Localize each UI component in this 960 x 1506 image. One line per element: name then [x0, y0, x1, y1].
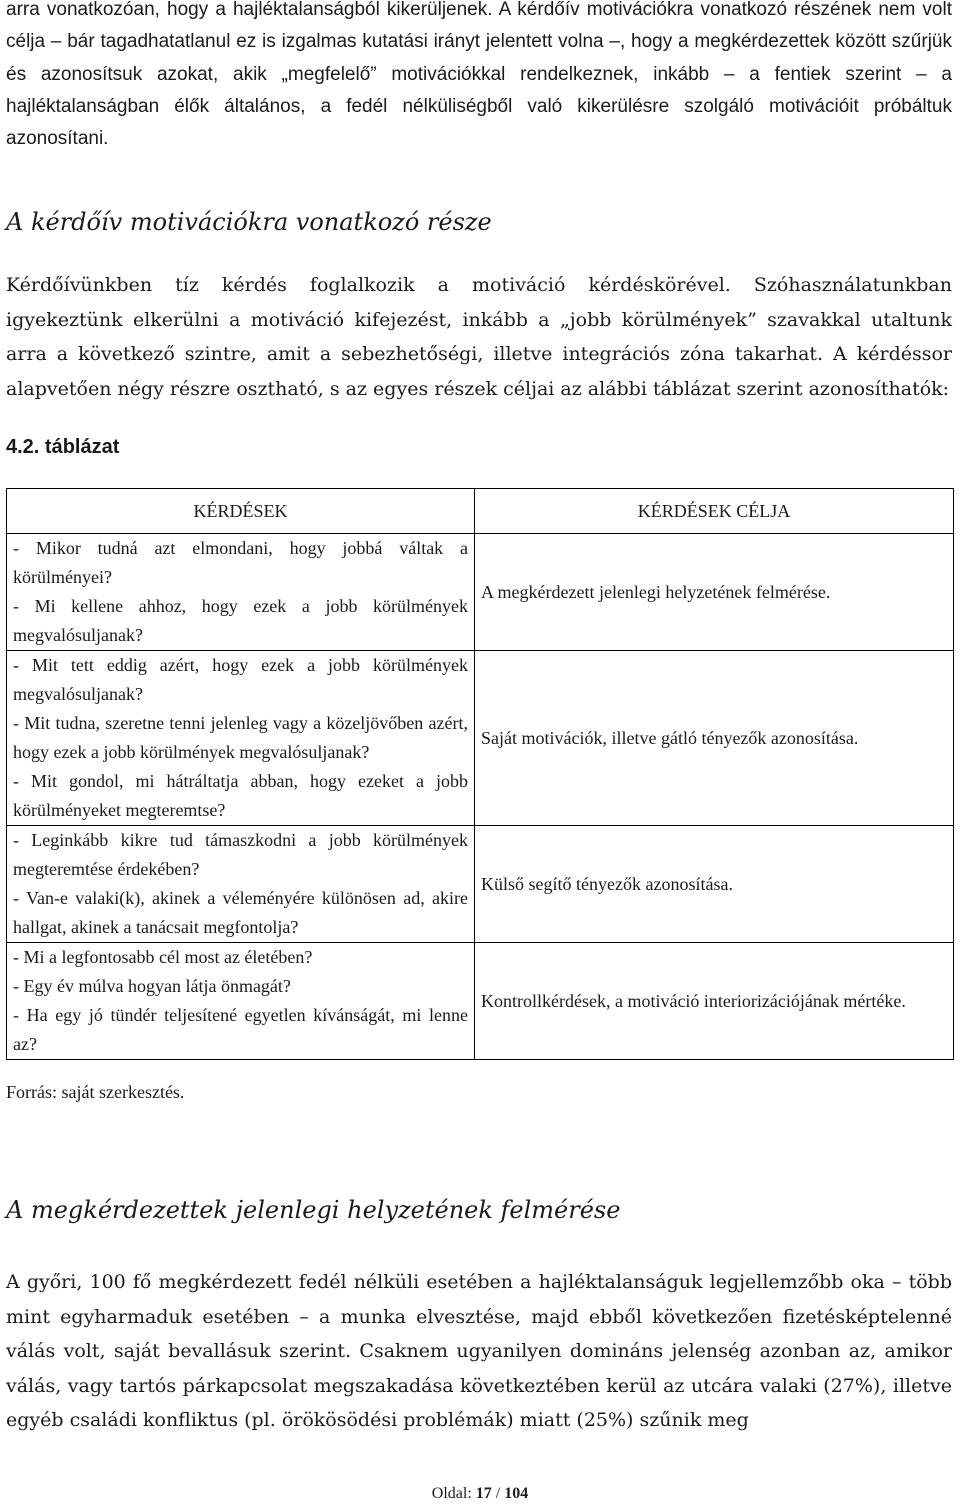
question-item: - Mikor tudná azt elmondani, hogy jobbá váltak a körülményei? [13, 538, 468, 587]
purpose-cell: A megkérdezett jelenlegi helyzetének felmérése. [475, 534, 954, 651]
questions-cell [7, 943, 475, 1060]
questions-cell [7, 534, 475, 651]
intro-paragraph: arra vonatkozóan, hogy a hajléktalanságból kikerüljenek. A kérdőív motivációkra vonatkozó részének nem volt célja – bár tagadhatatlanul ez is izgalmas kutatási irányt jelentett volna –, hogy a megkérdezettek között szűrjük és azonosítsuk azokat, akik „megfelelő” motivációkkal rendelkeznek, inkább – a fentiek szerint – a hajléktalanságban élők általános, a fedél nélküliségből való kikerülésre szolgáló motivációit próbáltuk azonosítani. [6, 0, 952, 150]
table-caption: 4.2. táblázat [6, 436, 120, 458]
page-current: 17 [475, 1485, 492, 1502]
table-header-questions: KÉRDÉSEK [7, 489, 475, 534]
page-label: Oldal: [431, 1485, 472, 1502]
table-source-note: Forrás: saját szerkesztés. [6, 1082, 185, 1102]
question-item: - Mit tudna, szeretne tenni jelenleg vagy a közeljövőben azért, hogy ezek a jobb körülmények megvalósuljanak? [13, 713, 468, 762]
table-row [7, 943, 954, 1060]
section-heading-current-situation: A megkérdezettek jelenlegi helyzetének felmérése [6, 1196, 621, 1224]
section-paragraph-current-situation: A győri, 100 fő megkérdezett fedél nélküli esetében a hajléktalanságuk legjellemzőbb oka – több mint egyharmaduk esetében – a munka elvesztése, majd ebből következően fizetésképtelenné válás volt, saját bevallásuk szerint. Csaknem ugyanilyen domináns jelenség azonban az, amikor válás, vagy tartós párkapcsolat megszakadása következtében kerül az utcára valaki (27%), illetve egyéb családi konfliktus (pl. örökösödési problémák) miatt (25%) szűnik meg [6, 1271, 952, 1432]
questions-cell [7, 826, 475, 943]
purpose-cell: Saját motivációk, illetve gátló tényezők azonosítása. [475, 651, 954, 826]
table-row [7, 826, 954, 943]
question-item: - Ha egy jó tündér teljesítené egyetlen kívánságát, mi lenne az? [13, 1005, 468, 1054]
purpose-cell: Kontrollkérdések, a motiváció interiorizációjának mértéke. [475, 943, 954, 1060]
question-item: - Mit tett eddig azért, hogy ezek a jobb körülmények megvalósuljanak? [13, 655, 468, 704]
question-item: - Leginkább kikre tud támaszkodni a jobb körülmények megteremtése érdekében? [13, 830, 468, 879]
section-heading-motivation: A kérdőív motivációkra vonatkozó része [6, 208, 492, 236]
question-item: - Mi a legfontosabb cél most az életében? [13, 947, 313, 967]
questions-cell [7, 651, 475, 826]
page-separator: / [495, 1485, 501, 1502]
question-item: - Egy év múlva hogyan látja önmagát? [13, 976, 291, 996]
questions-table [6, 488, 954, 1060]
section-paragraph-motivation: Kérdőívünkben tíz kérdés foglalkozik a motiváció kérdéskörével. Szóhasználatunkban igyekeztünk elkerülni a motiváció kifejezést, inkább a „jobb körülmények” szavakkal utaltunk arra a következő szintre, amit a sebezhetőségi, illetve integrációs zóna takarhat. A kérdéssor alapvetően négy részre osztható, s az egyes részek céljai az alábbi táblázat szerint azonosíthatók: [6, 274, 952, 400]
question-item: - Mit gondol, mi hátráltatja abban, hogy ezeket a jobb körülményeket megteremtse? [13, 771, 468, 820]
page-total: 104 [504, 1485, 529, 1502]
question-item: - Mi kellene ahhoz, hogy ezek a jobb körülmények megvalósuljanak? [13, 596, 468, 645]
table-row [7, 534, 954, 651]
question-item: - Van-e valaki(k), akinek a véleményére különösen ad, akire hallgat, akinek a tanácsait megfontolja? [13, 888, 468, 937]
table-row [7, 651, 954, 826]
table-header-purpose: KÉRDÉSEK CÉLJA [475, 489, 954, 534]
purpose-cell: Külső segítő tényezők azonosítása. [475, 826, 954, 943]
page-footer [0, 1485, 960, 1503]
table-header-row [7, 489, 954, 534]
